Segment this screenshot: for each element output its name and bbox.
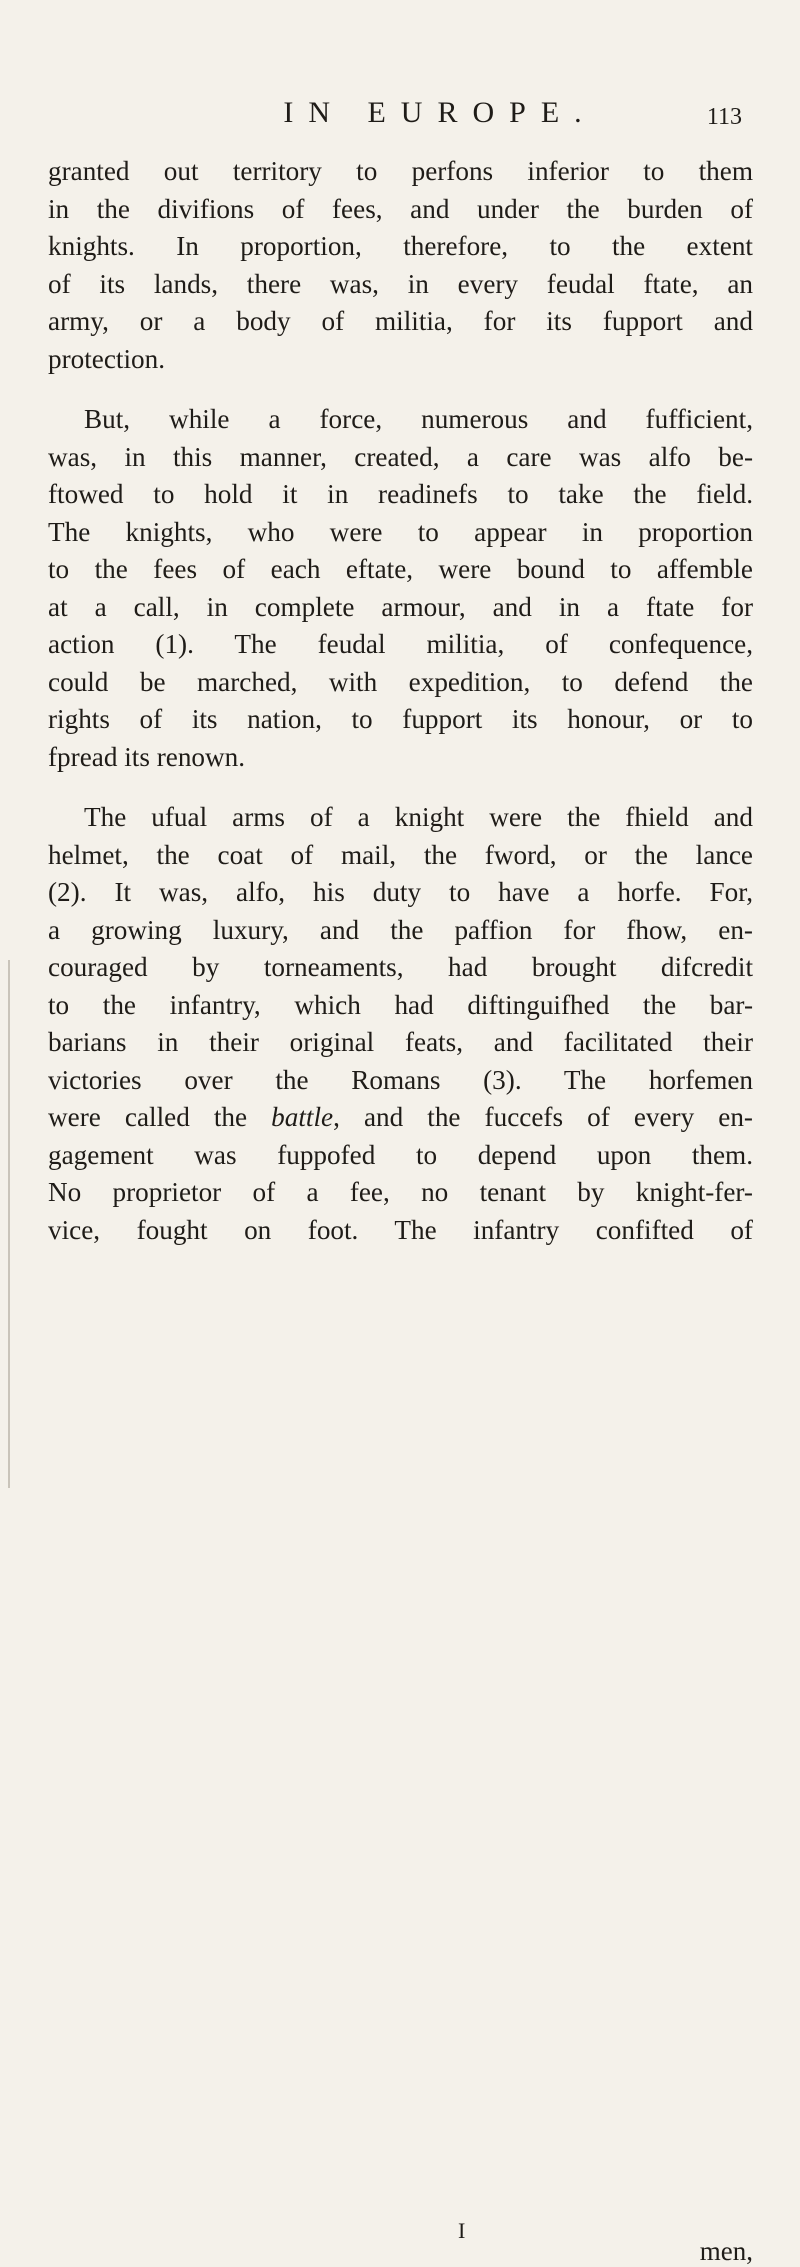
gutter-shadow xyxy=(8,960,10,1488)
text-line: victories over the Romans (3). The horfemen xyxy=(48,1064,753,1095)
text-line: knights. In proportion, therefore, to the extent xyxy=(48,231,753,261)
text-line: The knights, who were to appear in proportion xyxy=(48,516,753,547)
text-line: (2). It was, alfo, his duty to have a horfe. For, xyxy=(48,877,753,907)
text-line: action (1). The feudal militia, of confequence, xyxy=(48,629,753,659)
text-line: were called the battle, and the fuccefs of every en- xyxy=(48,1102,753,1132)
body-text xyxy=(48,153,753,1272)
text-line: vice, fought on foot. The infantry confifted of xyxy=(48,1214,753,1245)
paragraph-2 xyxy=(48,401,753,776)
text-line: of its lands, there was, in every feudal ftate, an xyxy=(48,268,753,299)
catchword: men, xyxy=(699,2236,753,2266)
text-line: ftowed to hold it in readinefs to take the field. xyxy=(48,479,753,509)
paragraph-1 xyxy=(48,153,753,378)
text-line: helmet, the coat of mail, the fword, or the lance xyxy=(48,839,753,870)
text-line: No proprietor of a fee, no tenant by knight-fer- xyxy=(48,1177,753,1207)
paragraph-3 xyxy=(48,799,753,1249)
text-line: to the fees of each eftate, were bound to affemble xyxy=(48,554,753,584)
text-line: protection. xyxy=(48,343,166,374)
text-line: a growing luxury, and the paffion for fhow, en- xyxy=(48,914,753,945)
text-line: couraged by torneaments, had brought difcredit xyxy=(48,952,753,982)
italic-word: battle xyxy=(271,1102,334,1132)
page-number: 113 xyxy=(706,104,742,130)
text-line: in the divifions of fees, and under the burden of xyxy=(48,193,753,224)
running-head: IN EUROPE. xyxy=(283,96,597,129)
text-line: granted out territory to perfons inferior to them xyxy=(48,156,753,186)
text-line: barians in their original feats, and facilitated their xyxy=(48,1027,753,1057)
text-line: The ufual arms of a knight were the fhield and xyxy=(84,802,753,832)
text-line: at a call, in complete armour, and in a ftate for xyxy=(48,591,753,622)
signature-mark: I xyxy=(458,2218,466,2243)
text-line: to the infantry, which had diftinguifhed the bar- xyxy=(48,989,753,1020)
text-line: army, or a body of militia, for its fupport and xyxy=(48,306,753,336)
text-line: fpread its renown. xyxy=(48,741,246,772)
text-line: gagement was fuppofed to depend upon them. xyxy=(48,1139,753,1170)
text-line: could be marched, with expedition, to defend the xyxy=(48,666,753,697)
text-line: was, in this manner, created, a care was alfo be- xyxy=(48,441,753,472)
text-line: rights of its nation, to fupport its honour, or to xyxy=(48,704,753,734)
text-line: But, while a force, numerous and fufficient, xyxy=(84,404,753,434)
